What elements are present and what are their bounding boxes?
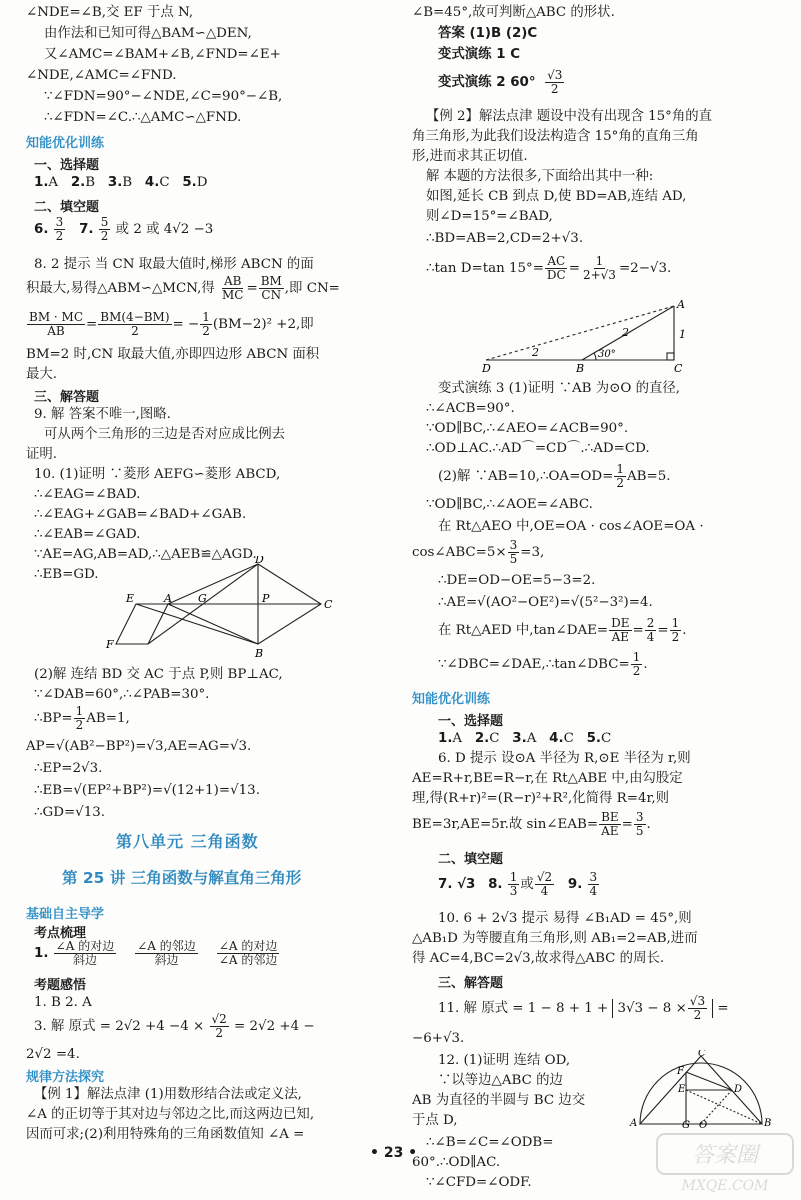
segment-fd (686, 1072, 732, 1090)
denominator: 2 (632, 664, 641, 678)
text-line: 【例 2】解法点津 题设中没有出现含 15°角的直 (426, 109, 713, 124)
text-line: ∠NDE=∠B,交 EF 于点 N, (26, 5, 194, 20)
segment-eb (136, 604, 258, 644)
numerator: √3 (689, 994, 706, 1008)
fill-answer-row (438, 868, 600, 902)
numerator: ∠A 的对边 (218, 939, 278, 953)
denominator: CN (261, 288, 282, 302)
text-line: 角三角形,为此我们设法构造含 15°角的直角三角 (412, 129, 699, 144)
denominator: 2 (671, 630, 680, 644)
text: . (682, 623, 687, 638)
fraction (259, 275, 284, 302)
lesson-title: 第 25 讲 三角函数与解直角三角形 (62, 869, 302, 887)
svg-text:答案圈: 答案圈 (691, 1143, 759, 1168)
text-line: 在 Rt△AEO 中,OE=OA · cos∠AOE=OA · (438, 519, 704, 534)
label-d: D (482, 362, 491, 375)
denominator: 2 (215, 1026, 223, 1040)
unit-title: 第八单元 三角函数 (116, 832, 259, 851)
question-number: 5. (586, 731, 601, 746)
denominator: 5 (509, 552, 518, 566)
question-number: 1. (438, 731, 453, 746)
label-c: C (698, 1050, 706, 1059)
text-line: 解 本题的方法很多,下面给出其中一种: (426, 169, 654, 184)
section-subheading: 考题感悟 (34, 978, 87, 993)
text-line: ∴BD=AB=2,CD=2+√3. (426, 231, 584, 246)
text-line: ∵∠FDN=90°−∠NDE,∠C=90°−∠B, (44, 89, 283, 104)
text-line: ∴∠FDN=∠C.∴△AMC∽△FND. (44, 110, 242, 125)
text: =3, (520, 545, 545, 560)
text: ∴tan D=tan 15°= (426, 261, 544, 276)
text-line: 可从两个三角形的三边是否对应成比例去 (44, 427, 286, 442)
fraction (645, 617, 657, 644)
text-line: △AB₁D 为等腰直角三角形,则 AB₁=2=AB,进而 (412, 931, 698, 946)
answer: A (526, 731, 537, 746)
text-line: ∠B=45°,故可判断△ABC 的形状. (412, 5, 615, 20)
text-line: AP=√(AB²−BP²)=√3,AE=AG=√3. (26, 739, 252, 754)
text-line: ∴∠EAG+∠GAB=∠BAD+∠GAB. (34, 507, 247, 522)
answer: B (122, 175, 133, 190)
fraction (670, 617, 682, 644)
triangle-15-figure (472, 292, 762, 376)
denominator: 2 (131, 324, 139, 338)
label-g: G (682, 1120, 690, 1128)
right-angle-mark (667, 353, 674, 360)
label-a: A (630, 1118, 638, 1128)
text-line (438, 648, 648, 682)
text: AB=5. (627, 469, 671, 484)
label-c: C (674, 362, 683, 375)
text-line (426, 252, 671, 286)
fraction (27, 311, 85, 338)
label-f: F (106, 638, 114, 651)
section-subheading: 三、解答题 (438, 976, 504, 991)
text-line: ∵∠CFD=∠ODF. (426, 1175, 532, 1190)
text-line: 10. (1)证明 ∵菱形 AEFG∽菱形 ABCD, (34, 467, 281, 482)
answer: C (563, 731, 574, 746)
fraction (609, 617, 631, 644)
text-line (438, 992, 729, 1026)
numerator: BM(4−BM) (100, 310, 170, 324)
numerator: 3 (635, 810, 644, 824)
denominator: 5 (635, 824, 644, 838)
text-line: 12. (1)证明 连结 OD, (438, 1053, 571, 1068)
rhombus-figure (106, 556, 336, 661)
text-line: ∠A 的正切等于其对边与邻边之比,而这两边已知, (26, 1107, 315, 1122)
text: 11. 解 原式 = 1 − 8 + 1 + (438, 1001, 609, 1016)
text-line: 2√2 =4. (26, 1047, 80, 1062)
denominator: MC (221, 288, 244, 302)
denominator: 4 (540, 884, 549, 898)
text-line: ∴∠EAG=∠BAD. (34, 487, 141, 502)
text-line (26, 274, 340, 304)
text-line: ∴∠B=∠C=∠ODB= (426, 1135, 554, 1150)
numerator: DE (611, 616, 630, 630)
fraction (688, 995, 707, 1022)
question-number: 9. (567, 877, 583, 892)
label-b: B (764, 1118, 772, 1128)
mc-answer-row (438, 730, 611, 748)
semicircle-triangle-figure (624, 1050, 774, 1128)
denominator: 2 (550, 82, 559, 96)
numerator: 5 (100, 215, 109, 229)
svg-text:MXQE.COM: MXQE.COM (681, 1178, 769, 1194)
answer-text: 7. √3 (438, 877, 476, 892)
text-line: 8. 2 提示 当 CN 取最大值时,梯形 ABCN 的面 (34, 257, 314, 272)
section-heading: 基础自主导学 (26, 907, 105, 922)
text-line: ∴GD=√13. (34, 805, 106, 820)
text-line: ∴EB=GD. (34, 567, 99, 582)
text-line: 因而可求;(2)利用特殊角的三角函数值知 ∠A = (26, 1127, 305, 1142)
text: (BM−2)² +2,即 (212, 317, 314, 332)
mc-answer-row (34, 174, 208, 192)
text: ,即 CN= (284, 281, 340, 296)
fill-answer-row (34, 216, 213, 244)
question-number: 5. (182, 175, 197, 190)
text-line: ∠NDE,∠AMC=∠FND. (26, 68, 177, 83)
text: = − (172, 317, 200, 332)
section-heading: 知能优化训练 (26, 136, 105, 151)
text-line: AE=R+r,BE=R−r,在 Rt△ABE 中,由勾股定 (412, 771, 683, 786)
denominator: DC (546, 268, 566, 282)
dashed-line (686, 1090, 762, 1124)
fraction (545, 69, 564, 96)
fraction (508, 871, 520, 898)
section-subheading: 三、解答题 (34, 390, 100, 405)
side-length-label: 1 (679, 328, 686, 341)
text: = (717, 1001, 729, 1016)
text-line: 如图,延长 CB 到点 D,使 BD=AB,连结 AD, (426, 189, 687, 204)
text: BE=3r,AE=5r.故 sin∠EAB= (412, 817, 599, 832)
numerator: ∠A 的邻边 (137, 939, 196, 953)
fraction (614, 463, 626, 490)
text-line: ∵AE=AG,AB=AD,∴△AEB≌△AGD. (34, 547, 257, 562)
denominator: AE (601, 824, 619, 838)
answer: C (159, 175, 170, 190)
numerator: 3 (509, 538, 518, 552)
text-line: 6. D 提示 设⊙A 半径为 R,⊙E 半径为 r,则 (438, 751, 691, 766)
question-number: 3. (107, 175, 123, 190)
text: ∴BP= (34, 711, 73, 726)
answer-text: 或 2 或 4√2 −3 (115, 222, 214, 237)
denominator: 2+√3 (582, 268, 616, 282)
label-g: G (198, 592, 207, 605)
text-line: ∴OD⊥AC.∴AD⌒=CD⌒.∴AD=CD. (426, 441, 650, 456)
section-subheading: 二、填空题 (34, 200, 100, 215)
fraction (99, 216, 111, 243)
semicircle (640, 1063, 762, 1124)
fraction (217, 940, 280, 967)
fraction (508, 539, 520, 566)
fraction (631, 651, 643, 678)
numerator: √2 (536, 870, 553, 884)
numerator: AC (547, 254, 566, 268)
label-p: P (262, 592, 270, 605)
label-e: E (126, 592, 135, 605)
text: = (657, 623, 669, 638)
denominator: AB (47, 324, 65, 338)
denominator: 斜边 (72, 953, 97, 967)
angle-label: 30° (598, 349, 616, 360)
text: 变式演练 2 60° (438, 75, 536, 90)
numerator: √3 (547, 68, 563, 82)
label-d: D (255, 556, 264, 566)
text-line: 又∠AMC=∠BAM+∠B,∠FND=∠E+ (44, 47, 281, 62)
text-line: −6+√3. (412, 1031, 465, 1046)
text-line (34, 1012, 315, 1042)
fraction (54, 940, 117, 967)
question-number: 8. (488, 877, 503, 892)
text-line: ∴DE=OD−OE=5−3=2. (438, 573, 596, 588)
question-number: 2. (474, 731, 490, 746)
text-line (412, 808, 651, 842)
fraction (210, 1013, 229, 1040)
fraction (535, 871, 554, 898)
denominator: 4 (646, 630, 655, 644)
fraction (54, 216, 66, 243)
text-line: ∴EP=2√3. (34, 761, 103, 776)
text: = 2√2 +4 − (234, 1019, 315, 1034)
text: (2)解 ∵AB=10,∴OA=OD= (438, 469, 614, 484)
answer: A (452, 731, 463, 746)
text-line: 由作法和已知可得△BAM∽△DEN, (44, 26, 252, 41)
numerator: √2 (211, 1012, 227, 1026)
text-line (438, 66, 565, 100)
numerator: ∠A 的对边 (55, 939, 115, 953)
numerator: 1 (632, 650, 641, 664)
numerator: BE (601, 810, 619, 824)
question-number: 1. (34, 946, 49, 961)
text-line (34, 704, 130, 734)
text: cos∠ABC=5× (412, 545, 507, 560)
text-line: 10. 6 + 2√3 提示 易得 ∠B₁AD = 45°,则 (438, 911, 692, 926)
text: 3. 解 原式 = 2√2 +4 −4 × (34, 1019, 205, 1034)
text-line: AB 为直径的半圆与 BC 边交 (412, 1093, 586, 1108)
answer: A (48, 175, 59, 190)
question-number: 6. (34, 222, 49, 237)
text-line: 变式演练 1 C (438, 47, 521, 62)
section-subheading: 一、选择题 (34, 158, 100, 173)
label-e: E (678, 1084, 686, 1095)
text: =2−√3. (618, 261, 672, 276)
text-line: 60°.∴OD∥AC. (412, 1155, 501, 1170)
label-c: C (324, 598, 333, 611)
answer: D (196, 175, 208, 190)
section-subheading: 一、选择题 (438, 714, 504, 729)
text: = (246, 281, 258, 296)
denominator: 2 (202, 324, 210, 338)
fraction (634, 811, 646, 838)
text-line (412, 536, 544, 570)
text-line (438, 460, 671, 494)
text-line: ∴EB=√(EP²+BP²)=√(12+1)=√13. (34, 783, 260, 798)
rhombus-aefg (116, 604, 168, 644)
fraction (545, 255, 568, 282)
text: = (632, 623, 644, 638)
text-line: 答案 (1)B (2)C (438, 26, 538, 41)
question-number: 1. (34, 175, 49, 190)
label-b: B (255, 647, 264, 660)
text-line: 1. B 2. A (34, 995, 92, 1010)
denominator: AE (611, 630, 630, 644)
fraction (581, 255, 618, 282)
text-line: ∵∠DAB=60°,∴∠PAB=30°. (34, 687, 210, 702)
text-line: BM=2 时,CN 取最大值,亦即四边形 ABCN 面积 (26, 347, 320, 362)
text: 积最大,易得△ABM∽△MCN,得 (26, 281, 215, 296)
numerator: 3 (55, 215, 64, 229)
fraction (588, 871, 600, 898)
text-line: 9. 解 答案不唯一,图略. (34, 407, 171, 422)
text: 3√3 − 8 × (617, 1001, 687, 1016)
numerator: 3 (589, 870, 598, 884)
text-line: (2)解 连结 BD 交 AC 于点 P,则 BP⊥AC, (34, 667, 283, 682)
text-line (26, 310, 314, 340)
segment-ad (486, 306, 674, 360)
denominator: 2 (75, 718, 84, 732)
fraction (135, 940, 198, 967)
section-subheading: 考点梳理 (34, 926, 87, 941)
denominator: 斜边 (154, 953, 179, 967)
page-number: • 23 • (370, 1145, 418, 1161)
text: . (643, 657, 648, 672)
label-a: A (164, 592, 172, 605)
text-line: 得 AC=4,BC=2√3,故求得△ABC 的周长. (412, 951, 665, 966)
side-length-label: 2 (622, 326, 629, 339)
fraction (220, 275, 245, 302)
label-d: D (734, 1084, 743, 1095)
text: AB=1, (86, 711, 130, 726)
fraction (74, 705, 86, 732)
text: = (86, 317, 98, 332)
text-line: 【例 1】解法点津 (1)用数形结合法或定义法, (34, 1087, 302, 1102)
numerator: BM · MC (29, 310, 84, 324)
denominator: 4 (589, 884, 598, 898)
numerator: 1 (595, 254, 604, 268)
label-a: A (677, 298, 685, 311)
fraction (599, 811, 621, 838)
numerator: 1 (616, 462, 624, 476)
numerator: 1 (75, 704, 84, 718)
section-heading: 规律方法探究 (26, 1070, 105, 1085)
text-line: ∴∠ACB=90°. (426, 401, 515, 416)
side-length-label: 2 (532, 346, 539, 359)
question-number: 4. (144, 175, 160, 190)
text-line: 最大. (26, 367, 58, 382)
text: = (568, 261, 580, 276)
text-line (34, 938, 280, 970)
answer: B (85, 175, 96, 190)
fraction (98, 311, 171, 338)
text: 变式演练 3 (1)证明 ∵AB 为⊙O 的直径, (438, 381, 681, 396)
label-b: B (576, 362, 585, 375)
denominator: 3 (509, 884, 518, 898)
text-line: 形,进而求其正切值. (412, 149, 528, 164)
numerator: 1 (671, 616, 680, 630)
denominator: 2 (616, 476, 624, 490)
question-number: 7. (79, 222, 94, 237)
label-f: F (677, 1066, 684, 1077)
section-heading: 知能优化训练 (412, 692, 491, 707)
question-number: 2. (70, 175, 86, 190)
numerator: 1 (202, 310, 210, 324)
numerator: 1 (509, 870, 518, 884)
text: ∵∠DBC=∠DAE,∴tan∠DBC= (438, 657, 630, 672)
text-line: 证明. (26, 447, 58, 462)
absolute-value (612, 994, 713, 1022)
denominator: ∠A 的邻边 (218, 953, 278, 967)
denominator: 2 (55, 229, 64, 243)
text-line (438, 380, 680, 398)
text: = (621, 817, 633, 832)
question-number: 3. (512, 731, 527, 746)
text-line: ∴AE=√(AO²−OE²)=√(5²−3²)=4. (438, 595, 653, 610)
text-line: ∵以等边△ABC 的边 (438, 1073, 563, 1088)
text: 在 Rt△AED 中,tan∠DAE= (438, 623, 609, 638)
text-line (438, 614, 687, 648)
text-line: ∴∠EAB=∠GAD. (34, 527, 141, 542)
answer: C (489, 731, 500, 746)
text-line: 于点 D, (412, 1113, 458, 1128)
numerator: BM (260, 274, 282, 288)
fraction (200, 311, 212, 338)
watermark-logo (655, 1130, 795, 1196)
segment-od (701, 1090, 732, 1124)
angle-arc (594, 353, 596, 360)
text-line: 理,得(R+r)²=(R−r)²+R²,化简得 R=4r,则 (412, 791, 670, 806)
numerator: 2 (646, 616, 655, 630)
label-o: O (699, 1120, 708, 1128)
denominator: 2 (100, 229, 109, 243)
answer: C (601, 731, 612, 746)
text-line: 则∠D=15°=∠BAD, (426, 209, 553, 224)
text-line: ∵OD∥BC,∴∠AOE=∠ABC. (426, 497, 593, 512)
text: 或 (520, 877, 534, 892)
section-subheading: 二、填空题 (438, 852, 504, 867)
text-line: ∵OD∥BC,∴∠AEO=∠ACB=90°. (426, 421, 629, 436)
question-number: 4. (549, 731, 564, 746)
text: . (646, 817, 651, 832)
numerator: AB (223, 274, 242, 288)
denominator: 2 (693, 1008, 702, 1022)
